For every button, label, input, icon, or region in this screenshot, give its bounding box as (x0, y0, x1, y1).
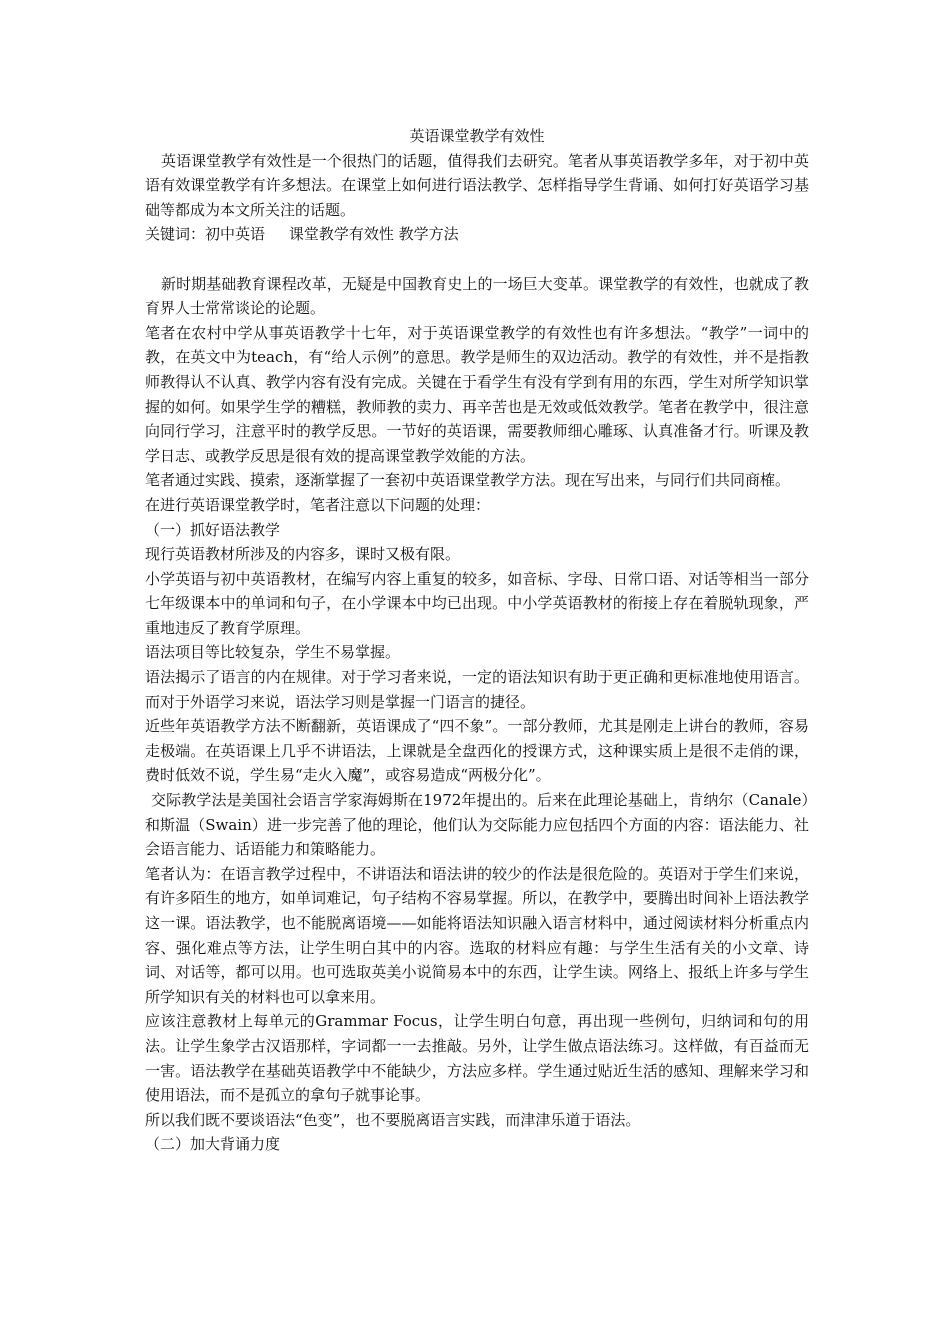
body-paragraph: 笔者在农村中学从事英语教学十七年，对于英语课堂教学的有效性也有许多想法。“教学”一词中的教，在英文中为teach，有“给人示例”的意思。教学是师生的双边活动。教学的有效性，并不是指教师教得认不认真、教学内容有没有完成。关键在于看学生有没有学到有用的东西，学生对所学知识掌握的如何。如果学生学的糟糕，教师教的卖力、再辛苦也是无效或低效教学。笔者在教学中，很注意向同行学习，注意平时的教学反思。一节好的英语课，需要教师细心雕琢、认真准备才行。听课及教学日志、或教学反思是很有效的提高课堂教学效能的方法。 (145, 323, 809, 465)
body-paragraph: 所以我们既不要谈语法“色变”，也不要脱离语言实践，而津津乐道于语法。 (145, 1110, 641, 1129)
body-paragraph: 小学英语与初中英语教材，在编写内容上重复的较多，如音标、字母、日常口语、对话等相当一部分七年级课本中的单词和句子，在小学课本中均已出现。中小学英语教材的衔接上存在着脱轨现象，严重地违反了教育学原理。 (145, 569, 809, 637)
abstract-paragraph: 英语课堂教学有效性是一个很热门的话题，值得我们去研究。笔者从事英语教学多年，对于初中英语有效课堂教学有许多想法。在课堂上如何进行语法教学、怎样指导学生背诵、如何打好英语学习基础等都成为本文所关注的话题。 (145, 151, 809, 219)
body-paragraph: 应该注意教材上每单元的Grammar Focus，让学生明白句意，再出现一些例句，归纳词和句的用法。让学生象学古汉语那样，字词都一一去推敲。另外，让学生做点语法练习。这样做，有百益而无一害。语法教学在基础英语教学中不能缺少，方法应多样。学生通过贴近生活的感知、理解来学习和使用语法，而不是孤立的拿句子就事论事。 (145, 1012, 809, 1105)
body-paragraph: 新时期基础教育课程改革，无疑是中国教育史上的一场巨大变革。课堂教学的有效性，也就成了教育界人士常常谈论的论题。 (145, 274, 809, 318)
keywords-label: 关键词： (145, 225, 206, 244)
body-paragraph: 笔者认为：在语言教学过程中，不讲语法和语法讲的较少的作法是很危险的。英语对于学生们来说，有许多陌生的地方，如单词难记，句子结构不容易掌握。所以，在教学中，要腾出时间补上语法教学这一课。语法教学，也不能脱离语境——如能将语法知识融入语言材料中，通过阅读材料分析重点内容、强化难点等方法，让学生明白其中的内容。选取的材料应有趣：与学生生活有关的小文章、诗词、对话等，都可以用。也可选取英美小说简易本中的东西，让学生读。网络上、报纸上许多与学生所学知识有关的材料也可以拿来用。 (145, 864, 809, 1006)
document-page (145, 124, 809, 1157)
body-paragraph: 近些年英语教学方法不断翻新，英语课成了“四不象”。一部分教师，尤其是刚走上讲台的教师，容易走极端。在英语课上几乎不讲语法，上课就是全盘西化的授课方式，这种课实质上是很不走俏的课，费时低效不说，学生易“走火入魔”，或容易造成“两极分化”。 (145, 717, 809, 785)
keywords-line (145, 222, 809, 247)
section-heading-2: （二）加大背诵力度 (145, 1135, 281, 1154)
body-paragraph: 交际教学法是美国社会语言学家海姆斯在1972年提出的。后来在此理论基础上，肯纳尔（Canale）和斯温（Swain）进一步完善了他的理论，他们认为交际能力应包括四个方面的内容：语法能力、社会语言能力、话语能力和策略能力。 (145, 791, 809, 859)
body-paragraph: 语法项目等比较复杂，学生不易掌握。 (145, 643, 401, 662)
keyword-1: 初中英语 (205, 225, 266, 244)
document-title: 英语课堂教学有效性 (409, 127, 545, 145)
blank-line (145, 247, 809, 272)
keyword-2: 课堂教学有效性 (288, 225, 394, 244)
section-heading-1: （一）抓好语法教学 (145, 520, 281, 539)
keyword-3: 教学方法 (398, 225, 459, 244)
body-paragraph: 在进行英语课堂教学时，笔者注意以下问题的处理： (145, 495, 491, 514)
body-paragraph: 语法揭示了语言的内在规律。对于学习者来说，一定的语法知识有助于更正确和更标准地使用语言。而对于外语学习来说，语法学习则是掌握一门语言的捷径。 (145, 668, 809, 711)
body-paragraph: 笔者通过实践、摸索，逐渐掌握了一套初中英语课堂教学方法。现在写出来，与同行们共同商榷。 (145, 471, 791, 490)
body-paragraph: 现行英语教材所涉及的内容多，课时又极有限。 (145, 545, 461, 564)
